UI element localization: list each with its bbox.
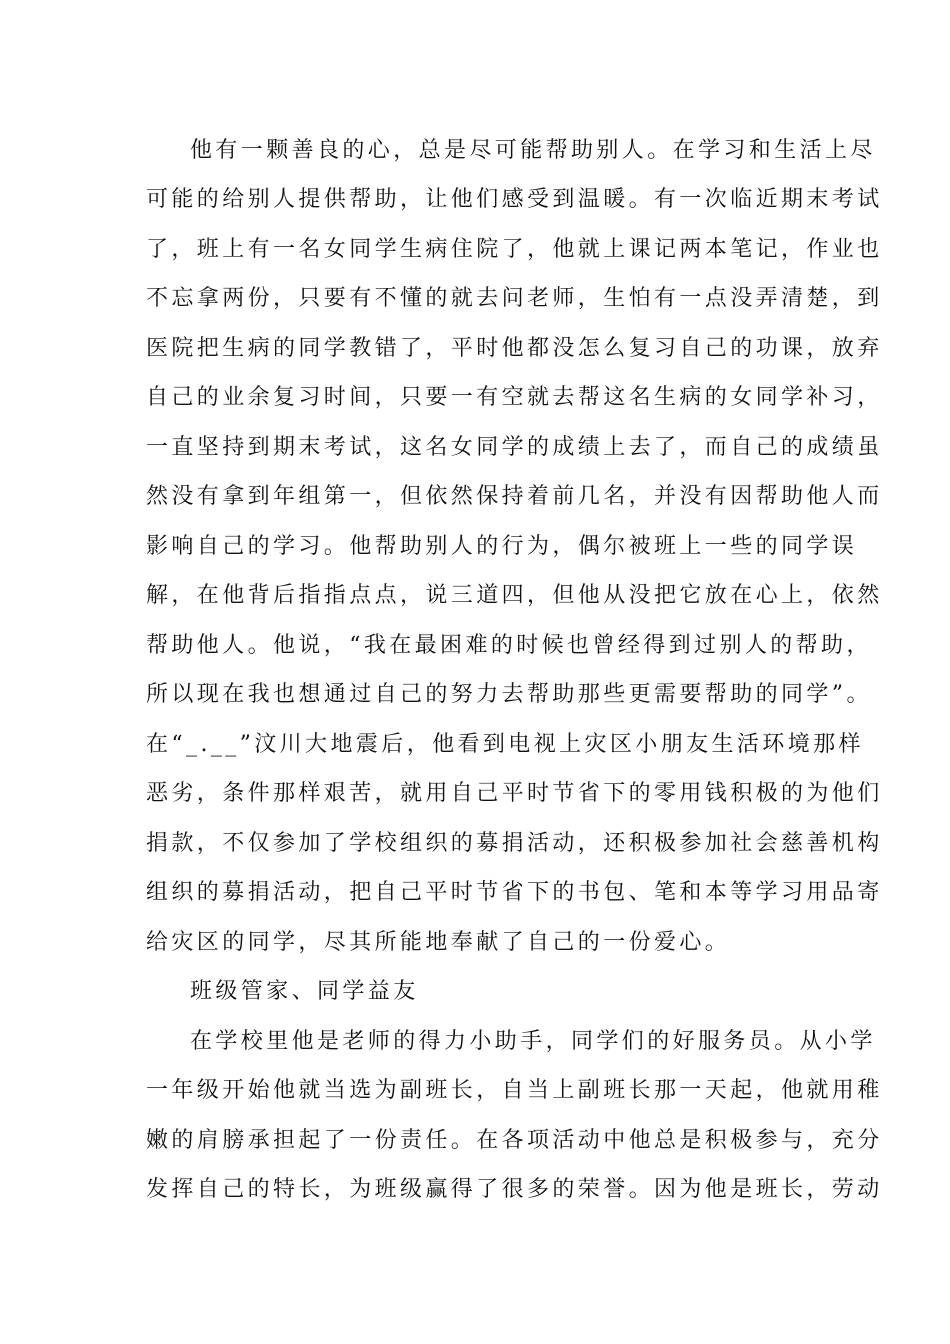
- paragraph-1-line: 解，在他背后指指点点，说三道四，但他从没把它放在心上，依然: [146, 583, 883, 608]
- paragraph-2-line: 发挥自己的特长，为班级赢得了很多的荣誉。因为他是班长，劳动: [146, 1177, 883, 1202]
- paragraph-1-line: 可能的给别人提供帮助，让他们感受到温暖。有一次临近期末考试: [146, 187, 883, 212]
- paragraph-1-line: 了，班上有一名女同学生病住院了，他就上课记两本笔记，作业也: [146, 237, 883, 262]
- paragraph-1-line: 然没有拿到年组第一，但依然保持着前几名，并没有因帮助他人而: [146, 484, 883, 509]
- paragraph-1-line: 他有一颗善良的心，总是尽可能帮助别人。在学习和生活上尽: [190, 138, 876, 163]
- paragraph-1-line: 影响自己的学习。他帮助别人的行为，偶尔被班上一些的同学误: [146, 534, 858, 559]
- paragraph-1-line: 帮助他人。他说，“我在最困难的时候也曾经得到过别人的帮助，: [146, 633, 872, 658]
- paragraph-1-line: 组织的募捐活动，把自己平时节省下的书包、笔和本等学习用品寄: [146, 880, 883, 905]
- paragraph-1-line: 给灾区的同学，尽其所能地奉献了自己的一份爱心。: [146, 930, 731, 955]
- paragraph-1-line: 恶劣，条件那样艰苦，就用自己平时节省下的零用钱积极的为他们: [146, 781, 883, 806]
- paragraph-1-line: 一直坚持到期末考试，这名女同学的成绩上去了，而自己的成绩虽: [146, 435, 883, 460]
- paragraph-2-line: 嫩的肩膀承担起了一份责任。在各项活动中他总是积极参与，充分: [146, 1128, 883, 1153]
- paragraph-1-line: 在“_.__”汶川大地震后，他看到电视上灾区小朋友生活环境那样: [146, 732, 864, 757]
- paragraph-2-line: 一年级开始他就当选为副班长，自当上副班长那一天起，他就用稚: [146, 1078, 883, 1103]
- paragraph-2-line: 在学校里他是老师的得力小助手，同学们的好服务员。从小学: [190, 1029, 876, 1054]
- paragraph-1-line: 自己的业余复习时间，只要一有空就去帮这名生病的女同学补习，: [146, 385, 883, 410]
- paragraph-1-line: 医院把生病的同学教错了，平时他都没怎么复习自己的功课，放弃: [146, 336, 883, 361]
- paragraph-1-line: 所以现在我也想通过自己的努力去帮助那些更需要帮助的同学”。: [146, 682, 872, 707]
- section-heading: 班级管家、同学益友: [190, 979, 419, 1004]
- paragraph-1-line: 不忘拿两份，只要有不懂的就去问老师，生怕有一点没弄清楚，到: [146, 286, 883, 311]
- paragraph-1-line: 捐款，不仅参加了学校组织的募捐活动，还积极参加社会慈善机构: [146, 831, 883, 856]
